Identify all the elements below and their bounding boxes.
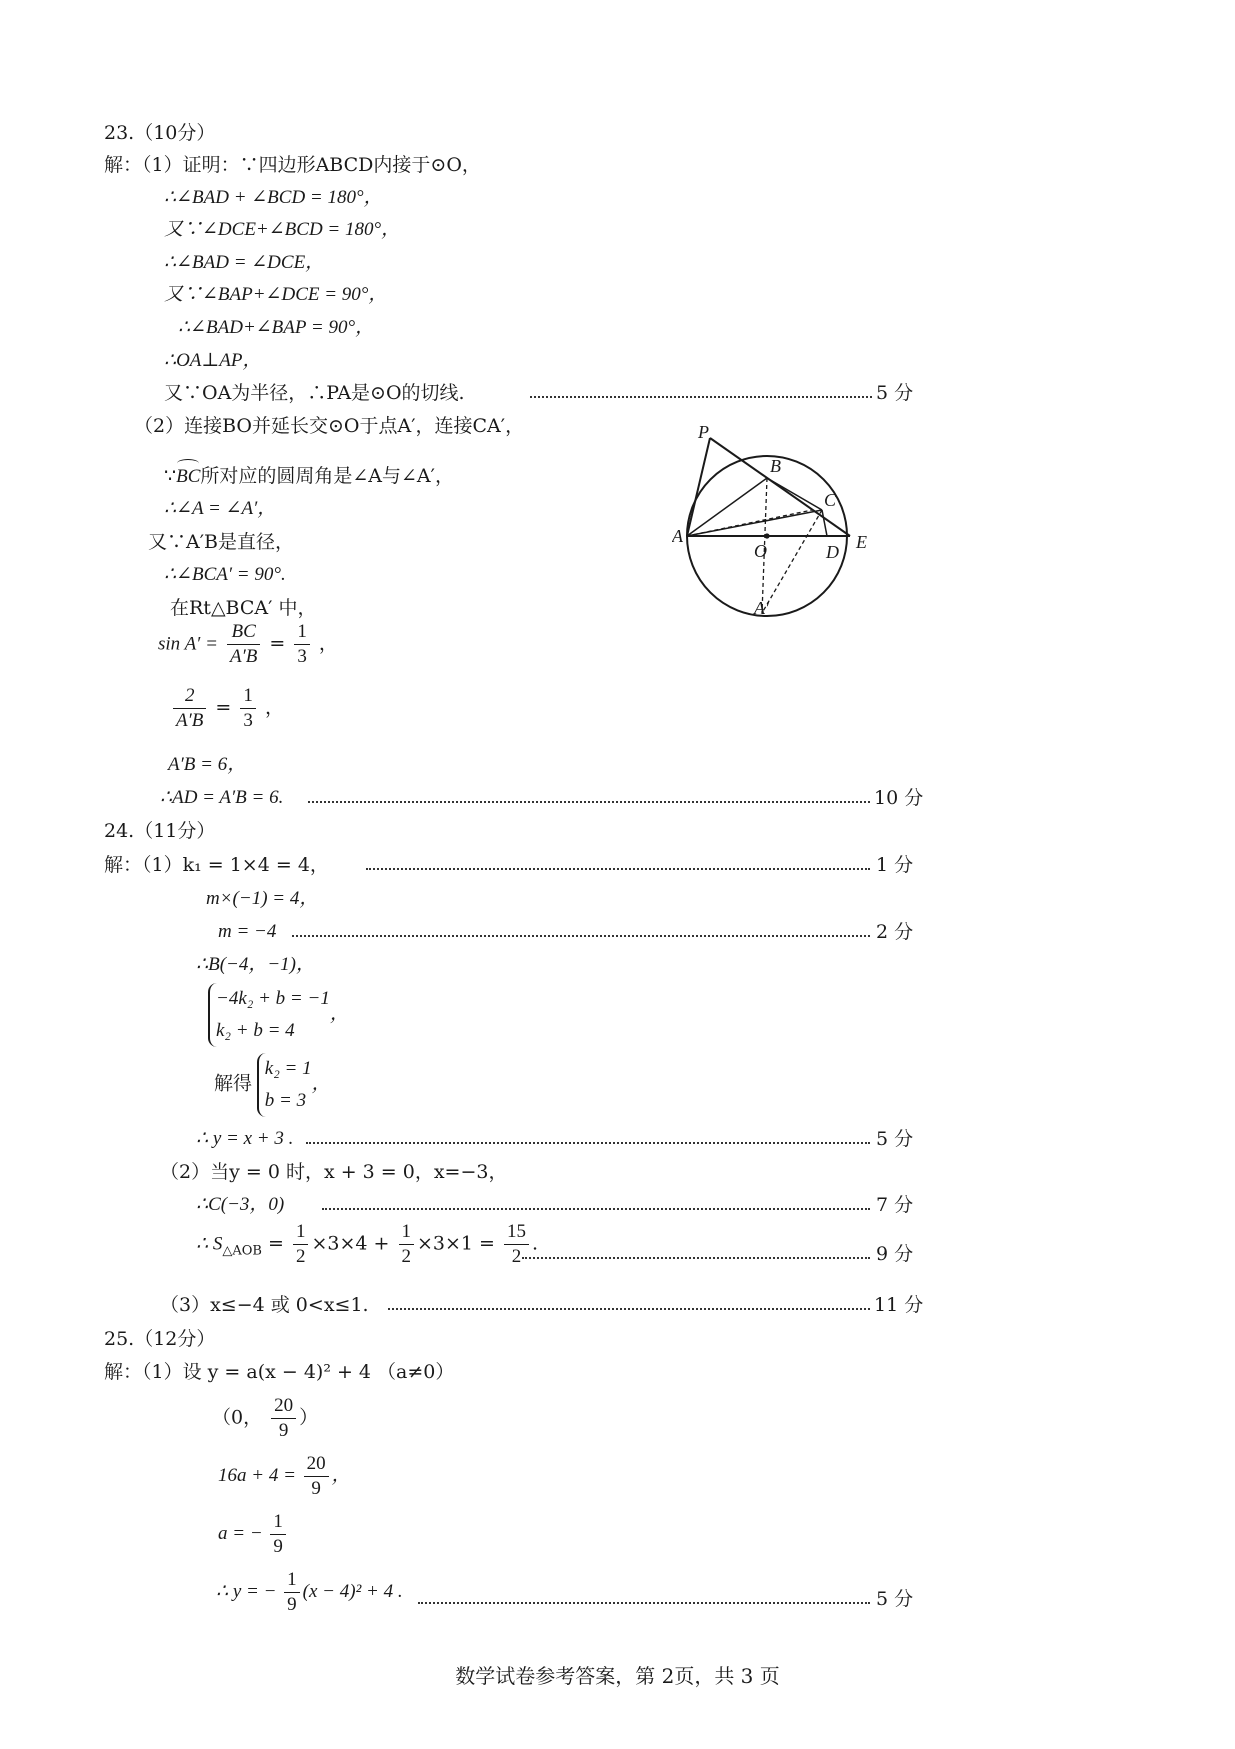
- fraction: $\frac{1}{2}$: [399, 1220, 415, 1269]
- label-p: P: [698, 422, 709, 442]
- q25-equation-2: a = − $\frac{1}{9}$: [218, 1510, 289, 1559]
- label-c: C: [824, 490, 837, 510]
- fraction: $\frac{1}{9}$: [284, 1568, 300, 1617]
- label-o: O: [754, 541, 767, 561]
- fraction: $\frac{15}{2}$: [504, 1220, 529, 1269]
- q23-line-2: ∴∠BAD + ∠BCD = 180°，: [164, 187, 383, 208]
- q23-header: 23.（10分）: [104, 122, 216, 144]
- fraction: $\frac{1}{2}$: [293, 1220, 309, 1269]
- geometry-figure: [672, 418, 912, 618]
- q23-line-7: ∴OA⊥AP，: [164, 350, 262, 371]
- leader-dots: [522, 1255, 870, 1259]
- q25-equation-1: 16a + 4 = $\frac{20}{9}$ ，: [218, 1453, 351, 1499]
- line-bc: [767, 478, 822, 510]
- leader-dots: [418, 1600, 870, 1604]
- q23-line-4: ∴∠BAD = ∠DCE，: [164, 252, 325, 273]
- label-b: B: [770, 456, 781, 476]
- q23-ratio-equation: $\frac{2}{A'B}$ = $\frac{1}{3}$ ，: [170, 684, 284, 733]
- because-symbol: ∵: [164, 465, 177, 487]
- label-e: E: [856, 532, 867, 552]
- q23-line-14: 在Rt△BCA′ 中，: [170, 597, 317, 619]
- q23-line-6: ∴∠BAD+∠BAP = 90°，: [178, 317, 375, 338]
- fraction: $\frac{1}{3}$: [240, 684, 256, 733]
- q24-line-1: 解：（1）k₁ = 1×4 = 4，: [104, 854, 329, 876]
- leader-dots: [322, 1206, 870, 1210]
- q24-line-11: （3）x≤−4 或 0<x≤1.: [160, 1294, 369, 1316]
- q24-line-8: （2）当y = 0 时，x + 3 = 0，x=−3，: [160, 1161, 508, 1183]
- score-9: 9 分: [876, 1243, 914, 1265]
- score-10: 10 分: [874, 787, 924, 809]
- q25-header: 25.（12分）: [104, 1328, 216, 1350]
- q23-line-17: A′B = 6，: [168, 754, 247, 775]
- fraction: $\frac{20}{9}$: [271, 1394, 296, 1443]
- q23-line-13: ∴∠BCA′ = 90°.: [164, 564, 286, 585]
- q24-system-2: 解得 k₂ = 1 b = 3 ，: [214, 1053, 331, 1117]
- label-a: A: [672, 526, 683, 546]
- q24-line-3: m = −4: [218, 921, 277, 942]
- q23-part2-line: （2）连接BO并延长交⊙O于点A′，连接CA′，: [134, 415, 525, 437]
- leader-dots: [388, 1306, 870, 1310]
- q24-system-1: −4k₂ + b = −1 k₂ + b = 4 ，: [208, 983, 349, 1047]
- q23-line-12: 又∵A′B是直径，: [148, 531, 294, 553]
- fraction: $\frac{2}{A'B}$: [173, 684, 206, 733]
- page-footer: 数学试卷参考答案，第 2页，共 3 页: [455, 1664, 780, 1688]
- fraction: $\frac{BC}{A'B}$: [227, 620, 260, 669]
- brace: −4k₂ + b = −1 k₂ + b = 4: [208, 983, 330, 1047]
- leader-dots: [292, 933, 870, 937]
- q25-point: （0， $\frac{20}{9}$ ）: [212, 1395, 319, 1441]
- leader-dots: [366, 866, 870, 870]
- q25-line-1: 解：（1）设 y = a(x − 4)² + 4 （a≠0）: [104, 1361, 455, 1383]
- q23-line-5: 又∵∠BAP+∠DCE = 90°，: [164, 284, 388, 305]
- leader-dots: [306, 1140, 870, 1144]
- label-d: D: [826, 542, 839, 562]
- q24-line-4: ∴B(−4，−1)，: [196, 954, 315, 975]
- q24-area-equation: ∴ $S_{\triangle AOB}$ = $\frac{1}{2}$ ×3×4 + $\frac{1}{2}$ ×3×1 = $\frac{15}{2}$ .: [196, 1221, 539, 1267]
- q24-line-7: ∴ y = x + 3 .: [196, 1128, 294, 1149]
- arc-bc: BC: [176, 464, 200, 490]
- q24-line-9: ∴C(−3，0): [196, 1194, 285, 1215]
- leader-dots: [308, 799, 870, 803]
- q23-line-18: ∴AD = A′B = 6.: [160, 787, 284, 808]
- q25-equation-3: ∴ y = − $\frac{1}{9}$ (x − 4)² + 4 .: [216, 1569, 403, 1615]
- dashed-ca2: [762, 510, 822, 613]
- fraction: $\frac{1}{3}$: [294, 620, 310, 669]
- q24-header: 24.（11分）: [104, 820, 216, 842]
- brace: k₂ = 1 b = 3: [257, 1053, 312, 1117]
- score-5: 5 分: [876, 1128, 914, 1150]
- score-5: 5 分: [876, 382, 914, 404]
- fraction: $\frac{20}{9}$: [304, 1452, 329, 1501]
- center-point: [764, 533, 769, 538]
- q23-line-3: 又∵∠DCE+∠BCD = 180°，: [164, 219, 401, 240]
- q23-arc-line: [164, 463, 454, 490]
- score-11: 11 分: [874, 1294, 924, 1316]
- fraction: $\frac{1}{9}$: [270, 1510, 286, 1559]
- q23-sin-equation: sin A′ = $\frac{BC}{A'B}$ = $\frac{1}{3}$ ，: [158, 621, 338, 667]
- q23-line-8: 又∵OA为半径，∴PA是⊙O的切线.: [164, 382, 465, 404]
- score-2: 2 分: [876, 921, 914, 943]
- solve-label: 解得: [214, 1073, 253, 1095]
- leader-dots: [530, 394, 872, 398]
- score-5: 5 分: [876, 1588, 914, 1610]
- score-7: 7 分: [876, 1194, 914, 1216]
- line-cd: [822, 510, 827, 536]
- score-1: 1 分: [876, 854, 914, 876]
- arc-line-text: 所对应的圆周角是∠A与∠A′，: [200, 465, 454, 487]
- q24-line-2: m×(−1) = 4，: [206, 888, 319, 909]
- label-a-prime: A′: [754, 598, 769, 618]
- sin-label: sin A′ =: [158, 633, 218, 655]
- line-ac: [687, 510, 822, 536]
- q23-line-11: ∴∠A = ∠A′，: [164, 498, 277, 519]
- q23-line-1: 解：（1）证明：∵四边形ABCD内接于⊙O，: [104, 154, 481, 176]
